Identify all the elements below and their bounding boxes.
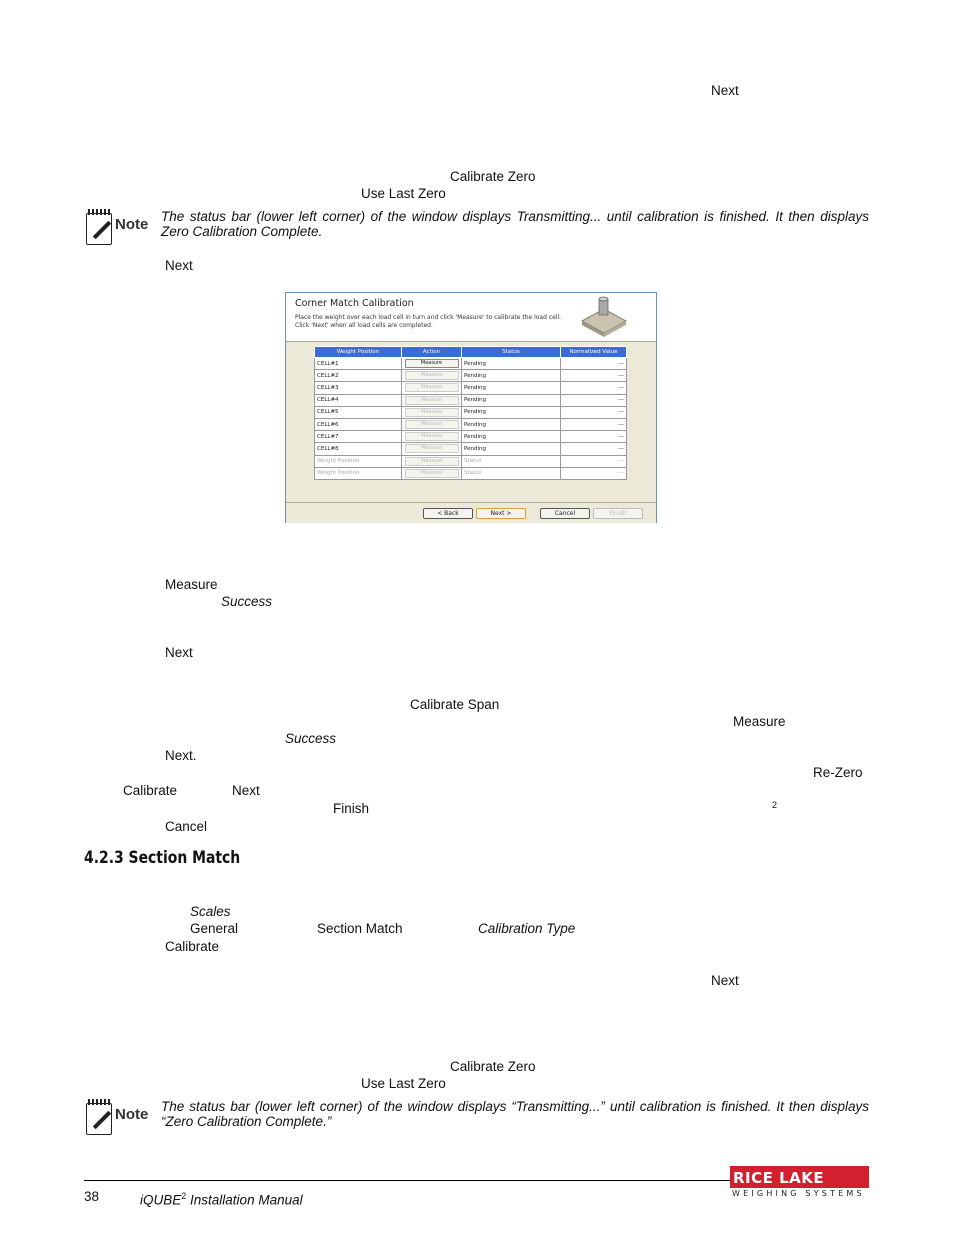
weight-position-cell: CELL#1 <box>315 358 402 370</box>
next-label-6: Next <box>711 973 739 988</box>
dialog-title: Corner Match Calibration <box>295 298 414 309</box>
success-label-1: Success <box>221 594 273 609</box>
section-match-label: Section Match <box>317 921 403 936</box>
normalized-value-cell: --- <box>561 431 627 443</box>
table-row <box>315 431 627 443</box>
calibration-type-label: Calibration Type <box>478 921 576 936</box>
table-row <box>315 455 627 467</box>
column-header: Status <box>462 347 561 358</box>
calibrate-zero-label-1: Calibrate Zero <box>450 169 536 184</box>
weight-position-cell: CELL#7 <box>315 431 402 443</box>
column-header: Weight Position <box>315 347 402 358</box>
weight-position-cell: CELL#8 <box>315 443 402 455</box>
next-button[interactable]: Next > <box>476 508 526 519</box>
column-header: Action <box>402 347 462 358</box>
note-text-1: The status bar (lower left corner) of the window displays Transmitting... until calibration is finished. It then displays Zero Calibration Complete. <box>161 209 869 239</box>
next-label-5: Next <box>232 783 260 798</box>
normalized-value-cell: --- <box>561 394 627 406</box>
manual-superscript: 2 <box>181 1191 187 1201</box>
calibrate-label-2: Calibrate <box>165 939 220 954</box>
corner-match-calibration-dialog <box>285 292 657 523</box>
superscript-2: 2 <box>772 800 778 810</box>
section-heading: 4.2.3 Section Match <box>84 848 241 868</box>
logo-sub-text: WEIGHING SYSTEMS <box>732 1189 865 1198</box>
weight-position-cell: Weight Position <box>315 455 402 467</box>
calibrate-span-label: Calibrate Span <box>410 697 500 712</box>
normalized-value-cell: --- <box>561 406 627 418</box>
success-label-2: Success <box>285 731 337 746</box>
measure-button[interactable]: Measure <box>405 444 459 453</box>
status-cell: Pending <box>462 394 561 406</box>
use-last-zero-label-1: Use Last Zero <box>361 186 446 201</box>
table-row <box>315 382 627 394</box>
weight-position-cell: CELL#4 <box>315 394 402 406</box>
weight-position-cell: CELL#3 <box>315 382 402 394</box>
scales-label: Scales <box>190 904 231 919</box>
note-label-1: Note <box>115 216 149 233</box>
table-row <box>315 394 627 406</box>
manual-name: iQUBE <box>140 1192 182 1208</box>
re-zero-label: Re-Zero <box>813 765 863 780</box>
status-cell: Status <box>462 467 561 479</box>
page-number: 38 <box>84 1189 100 1204</box>
scale-platform-icon <box>578 295 628 339</box>
finish-button[interactable]: Finish <box>593 508 643 519</box>
manual-suffix: Installation Manual <box>186 1192 303 1208</box>
dialog-description: Place the weight over each load cell in turn and click 'Measure' to calibrate the load cell. Click 'Next' when all load cells are completed. <box>295 314 562 329</box>
note-icon-2 <box>84 1099 154 1139</box>
weight-position-cell: CELL#5 <box>315 406 402 418</box>
manual-title <box>140 1188 303 1209</box>
measure-button[interactable]: Measure <box>405 371 459 380</box>
calibrate-zero-label-2: Calibrate Zero <box>450 1059 536 1074</box>
table-row <box>315 358 627 370</box>
next-label-1: Next <box>711 83 739 98</box>
rice-lake-logo <box>730 1166 869 1200</box>
weight-position-cell: Weight Position <box>315 467 402 479</box>
measure-button[interactable]: Measure <box>405 396 459 405</box>
finish-label: Finish <box>333 801 370 816</box>
use-last-zero-label-2: Use Last Zero <box>361 1076 446 1091</box>
table-row <box>315 370 627 382</box>
measure-button[interactable]: Measure <box>405 359 459 368</box>
table-row <box>315 443 627 455</box>
column-header: Normalized Value <box>561 347 627 358</box>
next-label-2: Next <box>165 258 193 273</box>
status-cell: Pending <box>462 370 561 382</box>
normalized-value-cell: --- <box>561 358 627 370</box>
measure-button[interactable]: Measure <box>405 469 459 478</box>
status-cell: Pending <box>462 431 561 443</box>
cell-table <box>314 346 627 480</box>
measure-button[interactable]: Measure <box>405 383 459 392</box>
general-label: General <box>190 921 239 936</box>
measure-label: Measure <box>165 577 218 592</box>
normalized-value-cell: --- <box>561 382 627 394</box>
measure-button[interactable]: Measure <box>405 457 459 466</box>
next-label-3: Next <box>165 645 193 660</box>
status-cell: Pending <box>462 418 561 430</box>
normalized-value-cell: --- <box>561 370 627 382</box>
measure-button[interactable]: Measure <box>405 432 459 441</box>
calibrate-label: Calibrate <box>123 783 178 798</box>
status-cell: Pending <box>462 443 561 455</box>
weight-position-cell: CELL#2 <box>315 370 402 382</box>
measure-button[interactable]: Measure <box>405 420 459 429</box>
next-label-4: Next. <box>165 748 197 763</box>
footer-rule <box>84 1180 724 1181</box>
table-row <box>315 467 627 479</box>
normalized-value-cell: --- <box>561 455 627 467</box>
note-label-2: Note <box>115 1106 149 1123</box>
note-icon-1 <box>84 209 154 249</box>
back-button[interactable]: < Back <box>423 508 473 519</box>
measure-label-2: Measure <box>733 714 786 729</box>
status-cell: Pending <box>462 382 561 394</box>
status-cell: Status <box>462 455 561 467</box>
status-cell: Pending <box>462 358 561 370</box>
weight-position-cell: CELL#6 <box>315 418 402 430</box>
table-row <box>315 418 627 430</box>
normalized-value-cell: --- <box>561 443 627 455</box>
normalized-value-cell: --- <box>561 467 627 479</box>
measure-button[interactable]: Measure <box>405 408 459 417</box>
table-row <box>315 406 627 418</box>
normalized-value-cell: --- <box>561 418 627 430</box>
logo-main-text: RICE LAKE <box>733 1169 825 1187</box>
cancel-label: Cancel <box>165 819 208 834</box>
status-cell: Pending <box>462 406 561 418</box>
note-text-2: The status bar (lower left corner) of the window displays “Transmitting...” until calibration is finished. It then displays “Zero Calibration Complete.” <box>161 1099 869 1129</box>
cancel-button[interactable]: Cancel <box>540 508 590 519</box>
